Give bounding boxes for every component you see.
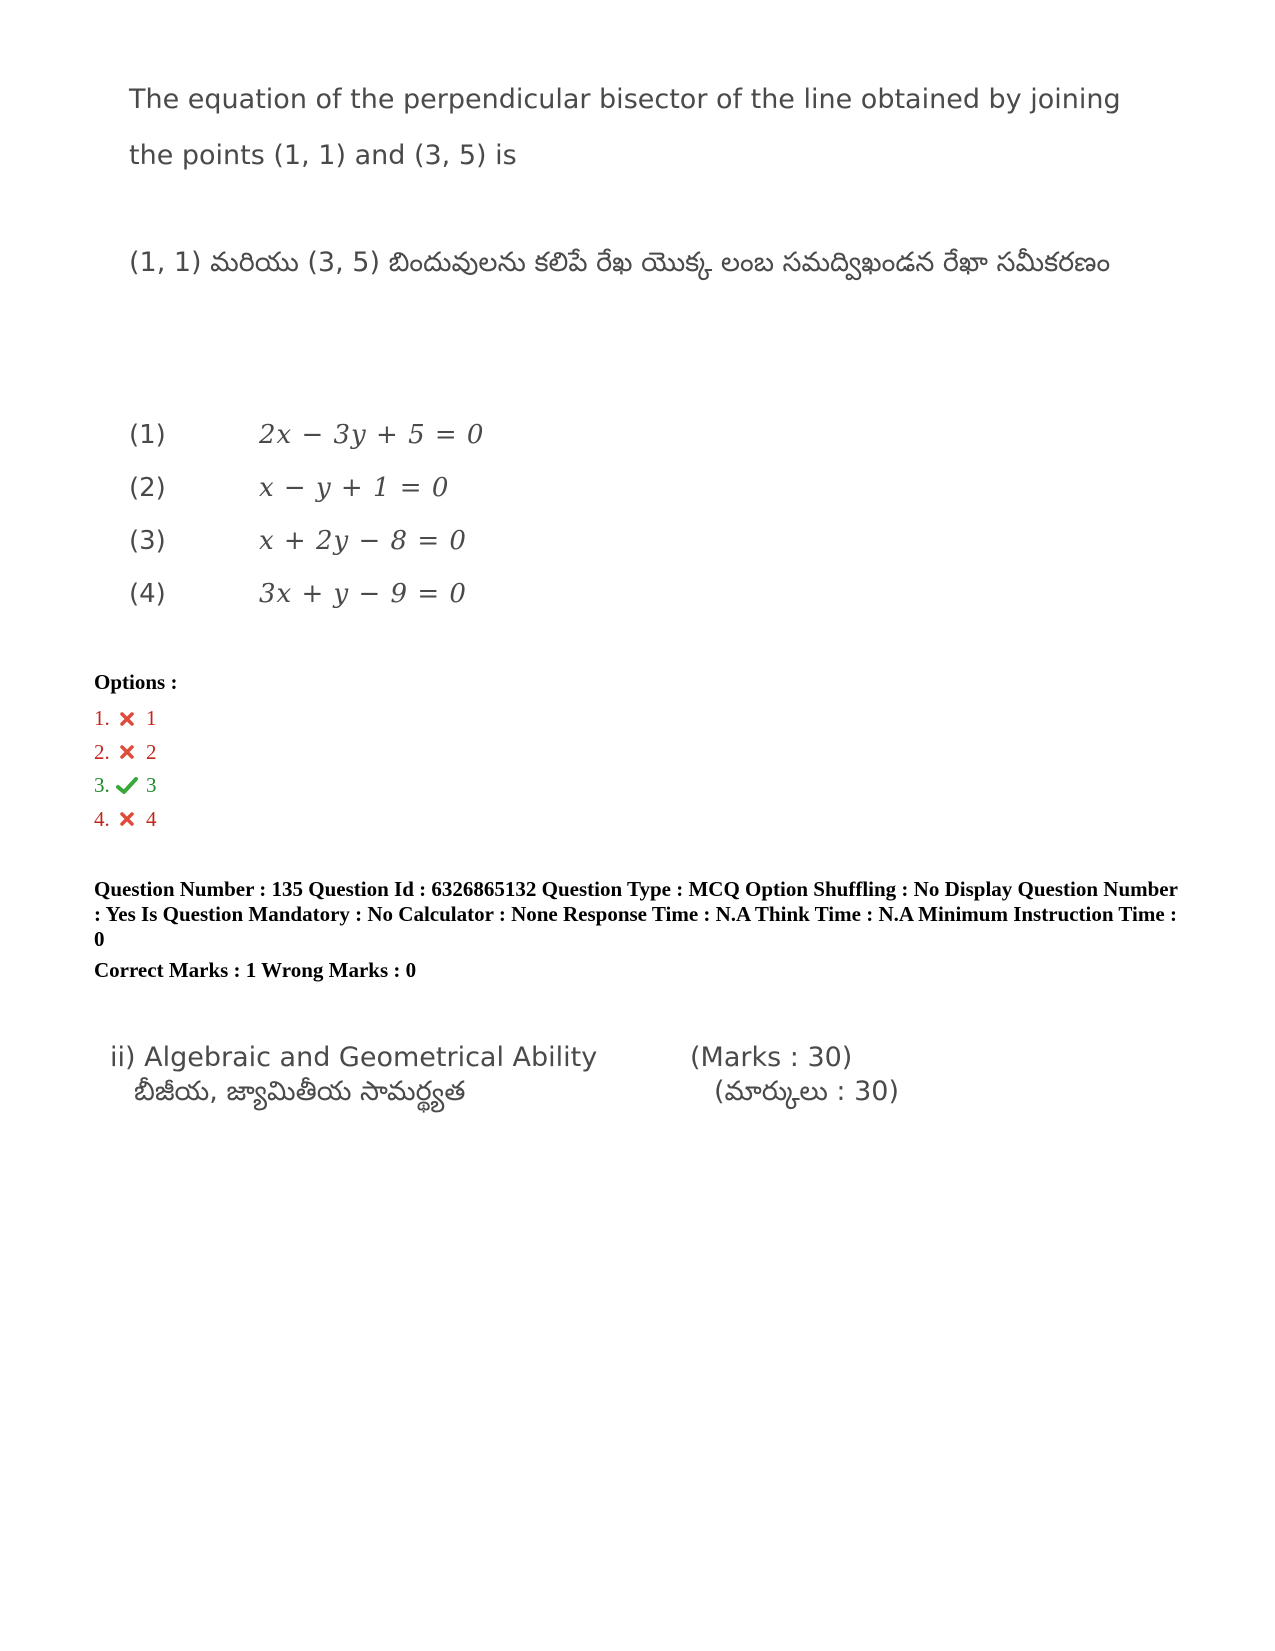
choice-row bbox=[129, 408, 484, 461]
options-heading: Options : bbox=[94, 670, 178, 694]
option-item bbox=[94, 702, 157, 736]
question-metadata: Question Number : 135 Question Id : 6326865132 Question Type : MCQ Option Shuffling : No Display Question Number : Yes Is Question Mandatory : No Calculator : None Response Time : N.A Think Time : N.A Minimum Instruction Time : 0 bbox=[94, 877, 1178, 951]
cross-icon bbox=[116, 712, 138, 726]
option-index: 4. bbox=[94, 806, 110, 831]
option-item bbox=[94, 736, 157, 770]
choice-equation: 2x − 3y + 5 = 0 bbox=[259, 419, 485, 450]
option-value: 2 bbox=[146, 739, 157, 764]
choice-number: (1) bbox=[129, 419, 166, 450]
option-index: 1. bbox=[94, 706, 110, 731]
option-index: 2. bbox=[94, 739, 110, 764]
option-value: 4 bbox=[146, 806, 157, 831]
question-text-telugu: (1, 1) మరియు (3, 5) బిందువులను కలిపే రేఖ యొక్క లంబ సమద్విఖండన రేఖా సమీకరణం bbox=[129, 247, 1111, 278]
option-item bbox=[94, 803, 157, 837]
answer-choices bbox=[129, 408, 484, 620]
marks-info: Correct Marks : 1 Wrong Marks : 0 bbox=[94, 958, 417, 982]
choice-number: (4) bbox=[129, 578, 166, 609]
section-title-telugu: బీజీయ, జ్యామితీయ సామర్థ్యత bbox=[134, 1076, 466, 1107]
choice-equation: 3x + y − 9 = 0 bbox=[259, 578, 467, 609]
option-value: 1 bbox=[146, 706, 157, 731]
options-list bbox=[94, 702, 157, 836]
cross-icon bbox=[116, 745, 138, 759]
choice-row bbox=[129, 514, 484, 567]
question-text-english: The equation of the perpendicular bisector of the line obtained by joining the points (1, 1) and (3, 5) is bbox=[129, 84, 1121, 171]
option-index: 3. bbox=[94, 773, 110, 798]
section-title-english: ii) Algebraic and Geometrical Ability bbox=[110, 1041, 598, 1073]
option-item bbox=[94, 769, 157, 803]
choice-number: (3) bbox=[129, 525, 166, 556]
choice-equation: x + 2y − 8 = 0 bbox=[259, 525, 467, 556]
option-value: 3 bbox=[146, 773, 157, 798]
section-header bbox=[110, 1038, 930, 1114]
cross-icon bbox=[116, 812, 138, 826]
choice-number: (2) bbox=[129, 472, 166, 503]
choice-equation: x − y + 1 = 0 bbox=[259, 472, 450, 503]
section-marks-english: (Marks : 30) bbox=[690, 1041, 853, 1073]
choice-row bbox=[129, 567, 484, 620]
section-marks-telugu: (మార్కులు : 30) bbox=[714, 1076, 899, 1107]
checkmark-icon bbox=[116, 777, 138, 795]
choice-row bbox=[129, 461, 484, 514]
